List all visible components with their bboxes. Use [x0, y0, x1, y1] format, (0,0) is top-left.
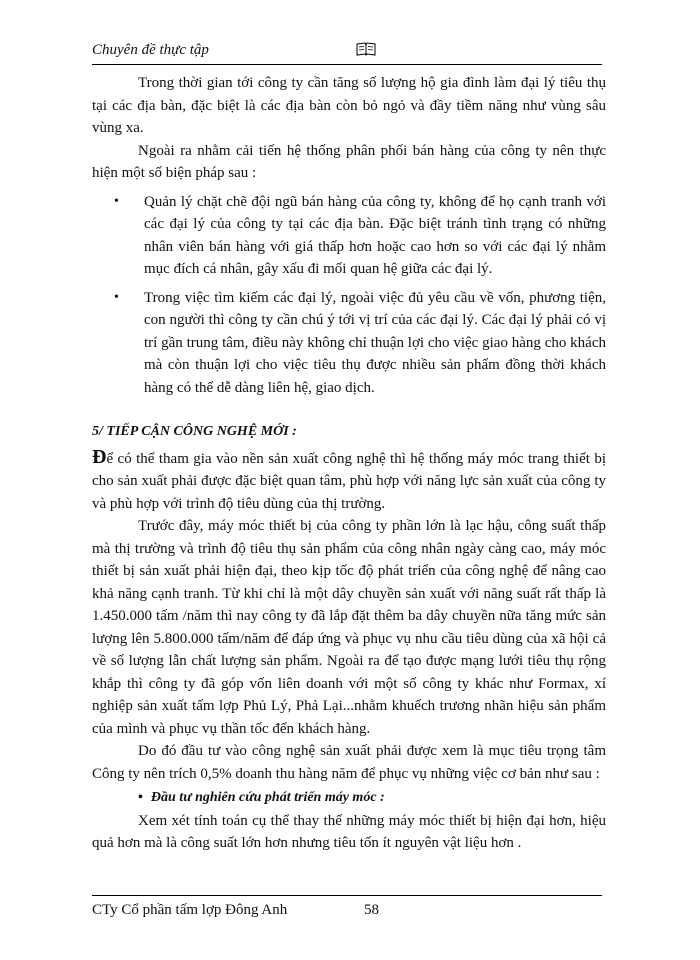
bullet-icon: •: [138, 790, 143, 805]
section-heading: 5/ TIẾP CẬN CÔNG NGHỆ MỚI :: [92, 424, 297, 439]
list-item-text: Quản lý chặt chẽ đội ngũ bán hàng của công ty, không để họ cạnh tranh với các đại lý của công ty tại các địa bàn. Đặc biệt tránh tình trạng có những nhân viên bán hàng với giá thấp hơn hoặc cao hơn so với các đại lý nhằm mục đích cá nhân, gây xấu đi mối quan hệ giữa các đại lý.: [144, 193, 606, 277]
list-item: [92, 191, 606, 281]
footer-company: CTy Cổ phần tấm lợp Đông Anh: [92, 902, 288, 918]
section-paragraph-1: [92, 446, 606, 516]
page-number: 58: [364, 902, 379, 918]
subheading: [92, 787, 606, 810]
subheading-text: Đầu tư nghiên cứu phát triển máy móc :: [150, 790, 385, 805]
drop-cap: Đ: [92, 445, 107, 468]
intro-paragraph-2: Ngoài ra nhằm cải tiến hệ thống phân phối bán hàng của công ty nên thực hiện một số biện pháp sau :: [92, 142, 606, 181]
page-footer: [92, 902, 379, 919]
section-paragraph-2: Trước đây, máy móc thiết bị của công ty phần lớn là lạc hậu, công suất thấp mà thị trường và trình độ tiêu thụ sản phẩm của công nhân ngày càng cao, máy móc thiết bị sản xuất phải hiện đại, theo kịp tốc độ phát triển của công nghệ để nâng cao khả năng cạnh tranh. Từ khi chỉ là một dây chuyền sản xuất với năng suất rất thấp là 1.450.000 tấm /năm thì nay công ty đã lắp đặt thêm ba dây chuyền nữa tăng mức sản lượng lên 5.800.000 tấm/năm để đáp ứng và phục vụ nhu cầu tiêu dùng của xã hội cả về số lượng lẫn chất lượng sản phẩm. Ngoài ra để tạo được mạng lưới tiêu thụ rộng khắp thì công ty đã góp vốn liên doanh với một số công ty khác như Formax, xí nghiệp sản xuất tấm lợp Phủ Lý, Phả Lại...nhằm khuếch trương nhãn hiệu sản phẩm của mình và phục vụ thần tốc đến khách hàng.: [92, 518, 606, 737]
bullet-icon: •: [114, 193, 119, 209]
intro-paragraph-1: Trong thời gian tới công ty cần tăng số lượng hộ gia đình làm đại lý tiêu thụ tại các địa bàn, đặc biệt là các địa bàn còn bỏ ngỏ và đầy tiềm năng như vùng sâu vùng xa.: [92, 75, 606, 136]
measures-list: [92, 191, 606, 400]
header-title: Chuyên đề thực tập: [92, 42, 209, 58]
section-paragraph-4: Xem xét tính toán cụ thể thay thế những máy móc thiết bị hiện đại hơn, hiệu quả hơn mà là công suất lớn hơn nhưng tiêu tốn ít nguyên vật liệu hơn .: [92, 812, 606, 851]
bullet-icon: •: [114, 289, 119, 305]
open-book-icon: [356, 42, 376, 56]
page-body: [92, 72, 606, 855]
page-header: [92, 42, 602, 66]
section-paragraph-1-text: ể có thể tham gia vào nền sản xuất công nghệ thì hệ thống máy móc trang thiết bị cho sản xuất phải được đặc biệt quan tâm, phù hợp với năng lực sản xuất của công ty và phù hợp với trình độ tiêu dùng của thị trường.: [92, 450, 606, 512]
header-rule: [92, 64, 602, 65]
section-paragraph-3: Do đó đầu tư vào công nghệ sản xuất phải được xem là mục tiêu trọng tâm Công ty nên trích 0,5% doanh thu hàng năm để phục vụ những việc cơ bản như sau :: [92, 743, 606, 782]
list-item-text: Trong việc tìm kiếm các đại lý, ngoài việc đủ yêu cầu về vốn, phương tiện, con người thì công ty cần chú ý tới vị trí của các đại lý. Các đại lý phải có vị trí gần trung tâm, điều này không chỉ thuận lợi cho việc giao hàng cho khách mà còn thuận lợi cho việc tiêu thụ được nhiều sản phẩm đồng thời khách hàng có thể dễ dàng liên hệ, giao dịch.: [144, 289, 606, 396]
list-item: [92, 287, 606, 400]
footer-rule: [92, 895, 602, 896]
